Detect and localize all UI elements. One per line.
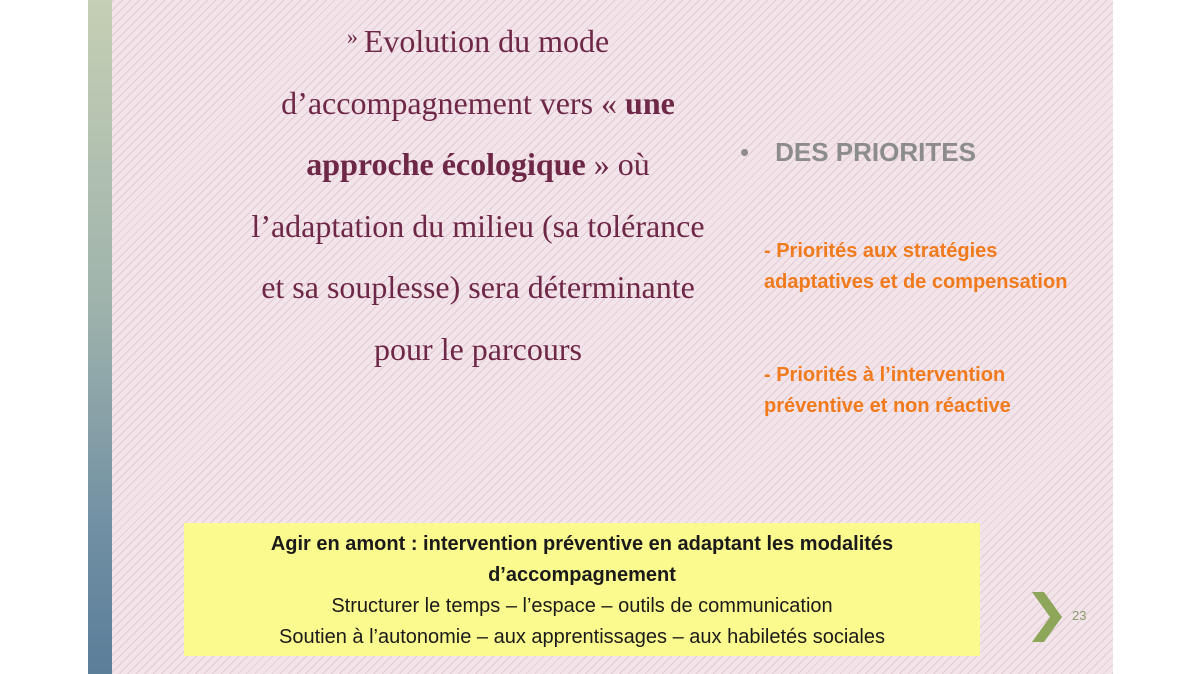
summary-box-title: Agir en amont : intervention préventive en adaptant les modalités d’accompagnement <box>270 533 894 586</box>
main-text-part-2: » où l’adaptation du milieu (sa tolérance et sa souplesse) sera déterminante pour le parcours <box>251 146 705 367</box>
summary-box-line-structure: Structurer le temps – l’espace – outils de communication <box>331 595 833 617</box>
page-number: 23 <box>1072 608 1087 623</box>
main-text-emphasis: une approche écologique <box>306 84 675 182</box>
summary-box <box>184 523 980 656</box>
priority-item-strategies: - Priorités aux stratégies adaptatives et de compensation <box>764 240 1068 293</box>
summary-box-line-support: Soutien à l’autonomie – aux apprentissages – aux habiletés sociales <box>279 626 885 648</box>
main-paragraph <box>248 6 708 380</box>
bullet-icon: » <box>346 24 358 49</box>
priority-item-prevention: - Priorités à l’intervention préventive et non réactive <box>764 364 1011 417</box>
bullet-dot-icon: • <box>740 137 750 167</box>
decorative-side-bar <box>88 0 112 674</box>
main-text-part-1: Evolution du mode d’accompagnement vers « <box>281 23 626 121</box>
slide <box>88 0 1113 674</box>
chevron-right-icon <box>1032 592 1062 642</box>
priorities-heading-row <box>740 137 976 168</box>
priorities-heading: DES PRIORITES <box>775 137 976 167</box>
